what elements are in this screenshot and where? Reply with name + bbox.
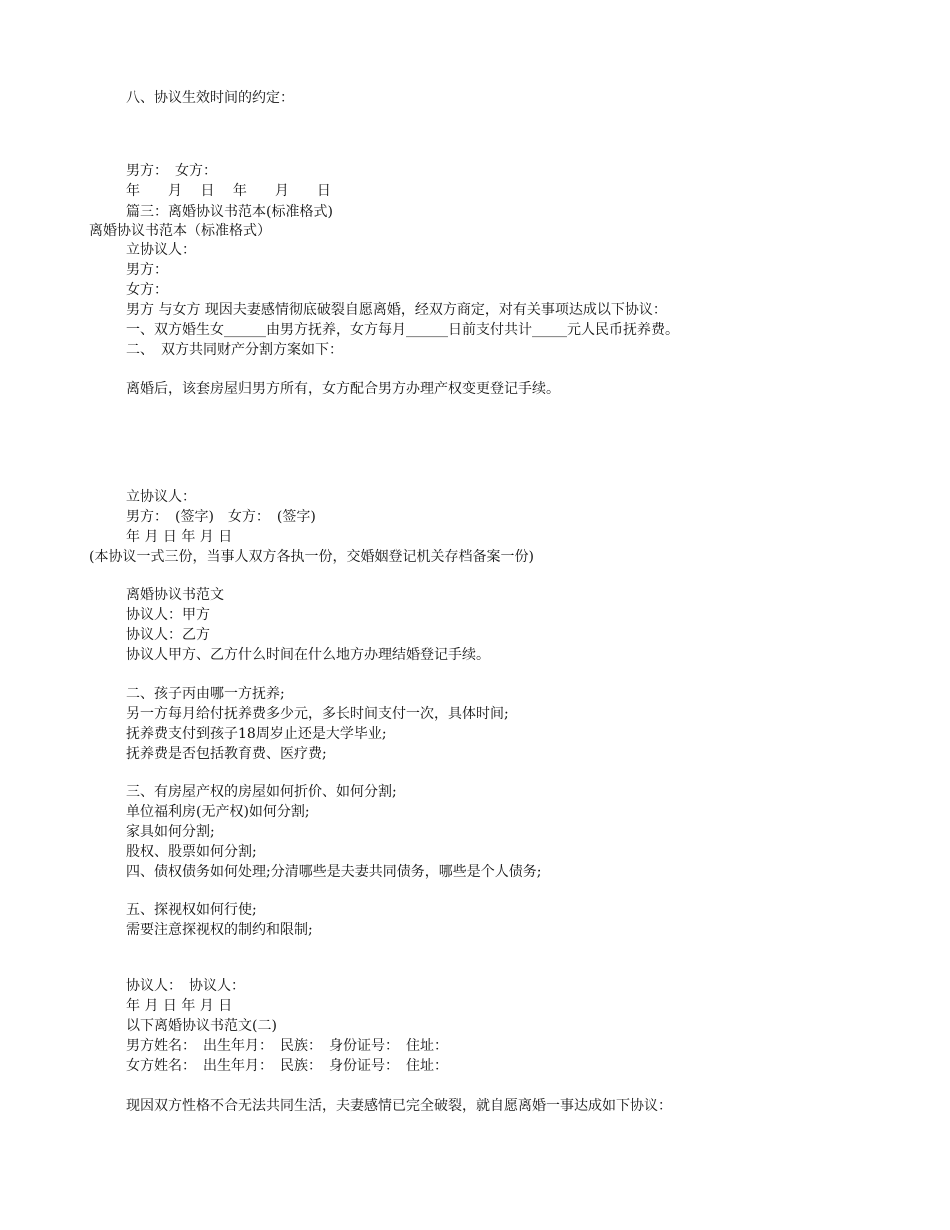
copies-note: (本协议一式三份，当事人双方各执一份，交婚姻登记机关存档备案一份) xyxy=(89,549,534,565)
clause-two-heading: 二、 双方共同财产分割方案如下： xyxy=(126,342,343,358)
chapter-three-title: 篇三：离婚协议书范本(标准格式) xyxy=(126,204,333,220)
clause-one: 一、双方婚生女______由男方抚养，女方每月______日前支付共计_____元人民币抚养费。 xyxy=(126,322,679,338)
custody-heading: 二、孩子丙由哪一方抚养; xyxy=(126,686,285,702)
signature-parties-line: 男方： 女方： xyxy=(126,163,217,179)
section-eight-heading: 八、协议生效时间的约定： xyxy=(126,90,294,106)
divorce-reason-paragraph: 现因双方性格不合无法共同生活，夫妻感情已完全破裂，就自愿离婚一事达成如下协议： xyxy=(126,1098,672,1114)
visitation-note: 需要注意探视权的制约和限制; xyxy=(126,922,313,938)
property-clause: 离婚后，该套房屋归男方所有，女方配合男方办理产权变更登记手续。 xyxy=(126,381,560,397)
support-payment-line: 另一方每月给付抚养费多少元，多长时间支付一次，具体时间; xyxy=(126,706,509,722)
female-info-line: 女方姓名： 出生年月： 民族： 身份证号： 住址： xyxy=(126,1058,448,1074)
sample-title: 离婚协议书范文 xyxy=(126,587,224,603)
equity-line: 股权、股票如何分割; xyxy=(126,844,257,860)
welfare-housing-line: 单位福利房(无产权)如何分割; xyxy=(126,804,310,820)
visitation-heading: 五、探视权如何行使; xyxy=(126,902,257,918)
date-line: 年 月 日 年 月 日 xyxy=(126,183,331,199)
sample-two-title: 以下离婚协议书范文(二) xyxy=(126,1018,277,1034)
marriage-registration-line: 协议人甲方、乙方什么时间在什么地方办理结婚登记手续。 xyxy=(126,647,490,663)
housing-heading: 三、有房屋产权的房屋如何折价、如何分割; xyxy=(126,784,397,800)
preamble-paragraph: 男方 与女方 现因夫妻感情彻底破裂自愿离婚，经双方商定，对有关事项达成以下协议： xyxy=(126,302,667,318)
date-line: 年 月 日 年 月 日 xyxy=(126,998,233,1014)
debts-heading: 四、债权债务如何处理;分清哪些是夫妻共同债务，哪些是个人债务; xyxy=(126,864,542,880)
male-info-line: 男方姓名： 出生年月： 民族： 身份证号： 住址： xyxy=(126,1038,448,1054)
male-party-label: 男方： xyxy=(126,262,168,278)
agreement-parties-label: 立协议人： xyxy=(126,489,196,505)
template-title: 离婚协议书范本（标准格式） xyxy=(89,223,271,239)
female-party-label: 女方： xyxy=(126,282,168,298)
furniture-line: 家具如何分割; xyxy=(126,824,215,840)
party-b-line: 协议人：乙方 xyxy=(126,627,210,643)
party-a-line: 协议人：甲方 xyxy=(126,607,210,623)
date-line: 年 月 日 年 月 日 xyxy=(126,529,233,545)
support-scope-line: 抚养费是否包括教育费、医疗费; xyxy=(126,746,327,762)
agreement-parties-label: 立协议人： xyxy=(126,242,196,258)
signature-line: 男方： (签字) 女方： (签字) xyxy=(126,509,316,525)
signature-parties-line: 协议人： 协议人： xyxy=(126,978,245,994)
support-duration-line: 抚养费支付到孩子18周岁止还是大学毕业; xyxy=(126,726,387,742)
